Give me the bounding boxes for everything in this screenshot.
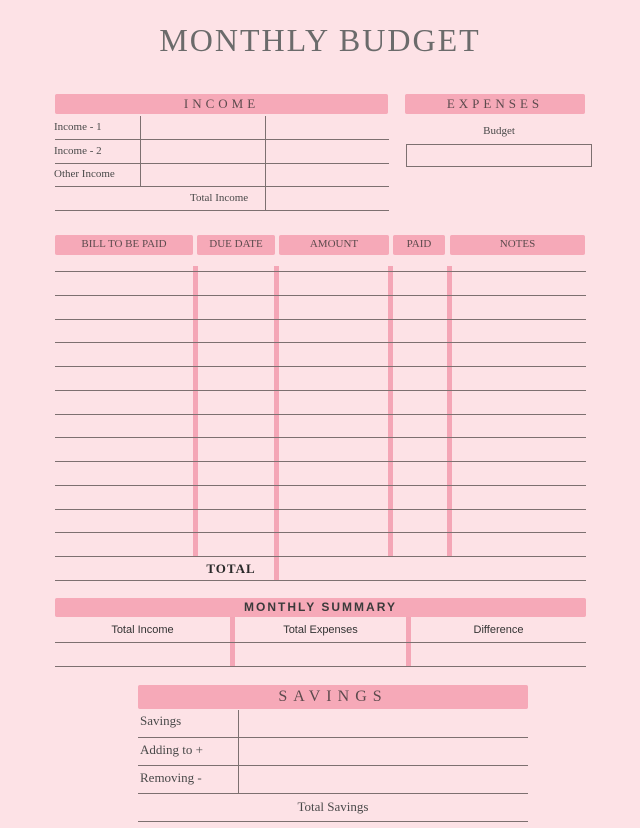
- table-row[interactable]: [55, 390, 586, 391]
- income-divider: [140, 116, 141, 187]
- table-row[interactable]: [55, 532, 586, 533]
- removing-field[interactable]: [240, 768, 527, 792]
- savings-rule: [138, 737, 528, 738]
- table-row[interactable]: [55, 319, 586, 320]
- savings-rule: [138, 821, 528, 822]
- col-paid: PAID: [393, 235, 445, 255]
- other-income-field[interactable]: [266, 164, 388, 185]
- adding-field[interactable]: [240, 740, 527, 764]
- income-label-1: Income - 1: [54, 121, 102, 133]
- total-amount-field[interactable]: [280, 558, 585, 579]
- summary-total-income: Total Income: [111, 624, 174, 636]
- summary-rule: [55, 666, 586, 667]
- income-2-field[interactable]: [266, 141, 388, 162]
- col-notes: NOTES: [450, 235, 585, 255]
- income-label-other: Other Income: [54, 168, 115, 180]
- table-row[interactable]: [55, 485, 586, 486]
- expenses-header: EXPENSES: [405, 94, 585, 114]
- summary-header: MONTHLY SUMMARY: [55, 598, 586, 617]
- col-due-date: DUE DATE: [197, 235, 275, 255]
- summary-difference-field[interactable]: [412, 644, 585, 665]
- adding-label: Adding to +: [140, 742, 203, 757]
- savings-rule: [138, 765, 528, 766]
- column-divider: [193, 266, 198, 556]
- col-bill: BILL TO BE PAID: [55, 235, 193, 255]
- income-label-2: Income - 2: [54, 145, 102, 157]
- total-label: TOTAL: [206, 561, 256, 576]
- summary-total-expenses-field[interactable]: [236, 644, 405, 665]
- table-row[interactable]: [55, 366, 586, 367]
- table-row[interactable]: [55, 437, 586, 438]
- table-row[interactable]: [55, 271, 586, 272]
- table-row: [55, 580, 586, 581]
- total-income-field[interactable]: [266, 188, 388, 209]
- table-row[interactable]: [55, 295, 586, 296]
- income-rule: [55, 186, 389, 187]
- page-title: MONTHLY BUDGET: [159, 22, 481, 58]
- savings-label: Savings: [140, 713, 182, 728]
- removing-label: Removing -: [140, 770, 202, 785]
- budget-label: Budget: [483, 125, 515, 137]
- summary-difference: Difference: [473, 624, 524, 636]
- summary-total-income-field[interactable]: [56, 644, 228, 665]
- table-row[interactable]: [55, 342, 586, 343]
- total-income-label: Total Income: [190, 192, 249, 204]
- table-row[interactable]: [55, 556, 586, 557]
- savings-divider: [238, 710, 239, 794]
- budget-field[interactable]: [406, 144, 592, 167]
- column-divider: [447, 266, 452, 556]
- income-1-field[interactable]: [266, 117, 388, 138]
- savings-field[interactable]: [240, 712, 527, 736]
- income-rule: [55, 139, 389, 140]
- income-header: INCOME: [55, 94, 388, 114]
- total-savings-label: Total Savings: [297, 799, 369, 814]
- table-row[interactable]: [55, 509, 586, 510]
- table-row[interactable]: [55, 414, 586, 415]
- column-divider: [388, 266, 393, 556]
- savings-header: SAVINGS: [138, 685, 528, 709]
- summary-rule: [55, 642, 586, 643]
- table-row[interactable]: [55, 461, 586, 462]
- income-rule: [55, 210, 389, 211]
- savings-rule: [138, 793, 528, 794]
- col-amount: AMOUNT: [279, 235, 389, 255]
- summary-total-expenses: Total Expenses: [283, 624, 358, 636]
